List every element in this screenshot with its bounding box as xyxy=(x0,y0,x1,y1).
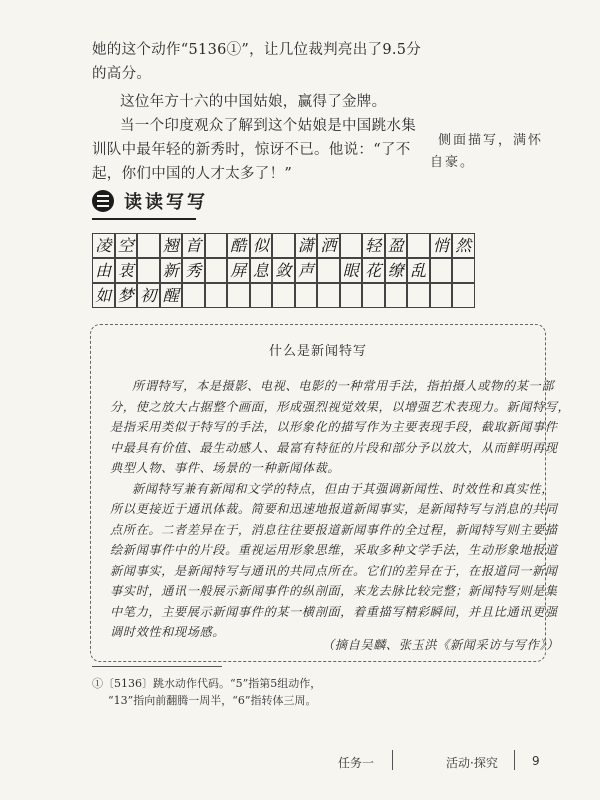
vocab-cell xyxy=(362,283,385,308)
vocab-cell: 翘 xyxy=(160,233,183,258)
vocab-cell: 然 xyxy=(452,233,475,258)
body-line-2: 的高分。 xyxy=(92,66,152,82)
section-title: 读读写写 xyxy=(124,192,208,213)
vocab-cell: 似 xyxy=(250,233,273,258)
box-line-4: 中最具有价值、最生动感人、最富有特征的片段和部分予以放大，从而鲜明再现 xyxy=(110,440,558,455)
vocab-cell: 潇 xyxy=(295,233,318,258)
vocab-cell xyxy=(227,283,250,308)
box-line-8: 点所在。二者差异在于，消息往往要报道新闻事件的全过程，新闻特写则主要描 xyxy=(110,522,558,537)
body-line-6: 起，你们中国的人才太多了！” xyxy=(92,166,293,182)
box-line-11: 事实时，通讯一般展示新闻事件的纵剖面，来龙去脉比较完整；新闻特写则是集 xyxy=(110,584,558,598)
vocab-cell xyxy=(295,283,318,308)
vocab-cell: 悄 xyxy=(430,233,453,258)
vocab-cell: 首 xyxy=(182,233,205,258)
vocab-cell: 缭 xyxy=(385,258,408,283)
vocab-cell: 新 xyxy=(160,258,183,283)
vocab-cell: 乱 xyxy=(407,258,430,283)
box-line-1: 所谓特写，本是摄影、电视、电影的一种常用手法，指拍摄人或物的某一部 xyxy=(132,379,554,393)
box-line-2: 分，使之放大占据整个画面，形成强烈视觉效果，以增强艺术表现力。新闻特写， xyxy=(110,399,571,414)
box-line-9: 绘新闻事件中的片段。重视运用形象思维，采取多种文学手法，生动形象地报道 xyxy=(110,543,558,557)
box-line-13: 调时效性和现场感。 xyxy=(110,625,226,639)
vocab-cell xyxy=(272,233,295,258)
vocab-cell xyxy=(430,283,453,308)
vocab-cell: 敛 xyxy=(272,258,295,283)
vocab-cell xyxy=(340,283,363,308)
vocab-cell xyxy=(250,283,273,308)
vocab-cell xyxy=(452,258,475,283)
vocab-cell: 如 xyxy=(92,283,115,308)
body-line-1: 她的这个动作“5136①”，让几位裁判亮出了9.5分 xyxy=(92,42,422,58)
vocab-cell: 秀 xyxy=(182,258,205,283)
page-number: 9 xyxy=(532,754,540,768)
vocab-cell: 衷 xyxy=(115,258,138,283)
vocab-cell xyxy=(137,258,160,283)
footer-divider-2 xyxy=(514,750,515,770)
vocab-cell xyxy=(205,233,228,258)
vocab-cell: 初 xyxy=(137,283,160,308)
box-title: 什么是新闻特写 xyxy=(268,344,367,359)
vocab-cell xyxy=(407,283,430,308)
vocab-cell xyxy=(182,283,205,308)
footnote-line-1: ①〔5136〕跳水动作代码。“5”指第5组动作， xyxy=(92,677,322,690)
box-line-10: 新闻事实，是新闻特写与通讯的共同点所在。它们的差异在于，在报道同一新闻 xyxy=(110,563,558,578)
vocab-cell xyxy=(205,283,228,308)
footer-activity: 活动·探究 xyxy=(446,756,498,770)
side-note-line-2: 自豪。 xyxy=(430,155,476,170)
vocab-cell xyxy=(272,283,295,308)
vocab-cell: 息 xyxy=(250,258,273,283)
vocab-cell xyxy=(205,258,228,283)
footer-task: 任务一 xyxy=(338,756,375,770)
footnote-line-2: “13”指向前翻腾一周半，“6”指转体三周。 xyxy=(108,694,317,707)
box-source: （摘自吴麟、张玉洪《新闻采访与写作》） xyxy=(322,638,559,652)
vocab-cell: 花 xyxy=(362,258,385,283)
vocab-cell: 凌 xyxy=(92,233,115,258)
box-line-12: 中笔力，主要展示新闻事件的某一横剖面，着重描写精彩瞬间，并且比通讯更强 xyxy=(110,604,558,619)
vocab-cell: 盈 xyxy=(385,233,408,258)
vocab-cell xyxy=(317,258,340,283)
box-line-6: 新闻特写兼有新闻和文学的特点，但由于其强调新闻性、时效性和真实性， xyxy=(132,481,554,496)
vocab-cell xyxy=(340,233,363,258)
vocab-cell: 由 xyxy=(92,258,115,283)
vocab-cell: 声 xyxy=(295,258,318,283)
vocab-cell: 梦 xyxy=(115,283,138,308)
vocab-cell: 酷 xyxy=(227,233,250,258)
section-underline xyxy=(92,218,196,220)
vocab-cell xyxy=(407,233,430,258)
vocab-cell: 眼 xyxy=(340,258,363,283)
body-line-5: 训队中最年轻的新秀时，惊讶不已。他说：“了不 xyxy=(92,142,411,158)
vocab-cell: 空 xyxy=(115,233,138,258)
vocab-cell: 轻 xyxy=(362,233,385,258)
body-line-3: 这位年方十六的中国姑娘，赢得了金牌。 xyxy=(120,94,387,110)
footer-divider-1 xyxy=(392,750,393,770)
section-number-icon xyxy=(92,190,114,212)
vocab-cell xyxy=(137,233,160,258)
body-line-4: 当一个印度观众了解到这个姑娘是中国跳水集 xyxy=(120,118,416,134)
box-line-5: 典型人物、事件、场景的一种新闻体裁。 xyxy=(110,461,341,475)
vocab-cell: 醒 xyxy=(160,283,183,308)
side-note-line-1: 侧面描写，满怀 xyxy=(438,133,544,148)
vocab-cell xyxy=(452,283,475,308)
box-line-7: 所以更接近于通讯体裁。简要和迅速地报道新闻事实，是新闻特写与消息的共同 xyxy=(110,502,558,516)
vocab-cell xyxy=(317,283,340,308)
footnote-divider xyxy=(92,666,222,667)
vocab-cell: 屏 xyxy=(227,258,250,283)
box-line-3: 是指采用类似于特写的手法，以形象化的描写作为主要表现手段，截取新闻事件 xyxy=(110,420,558,434)
vocab-cell xyxy=(385,283,408,308)
vocab-cell: 洒 xyxy=(317,233,340,258)
vocab-cell xyxy=(430,258,453,283)
